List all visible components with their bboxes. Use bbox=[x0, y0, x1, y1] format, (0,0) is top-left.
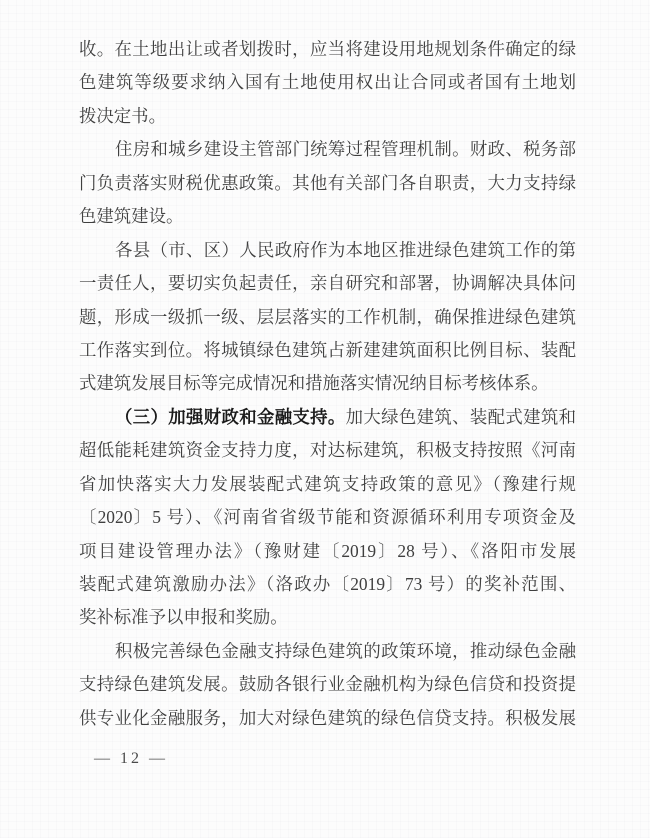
text-line: 各县（市、区）人民政府作为本地区推进绿色建筑工作的第 bbox=[115, 239, 576, 260]
text-line: 省加快落实大力发展装配式建筑支持政策的意见》（豫建行规 bbox=[79, 473, 576, 494]
text-line: 收。在土地出让或者划拨时，应当将建设用地规划条件确定的绿 bbox=[79, 39, 576, 59]
text-line bbox=[79, 401, 576, 434]
text-line: 题，形成一级抓一级、层层落实的工作机制，确保推进绿色建筑 bbox=[79, 306, 576, 327]
text-line: 支持绿色建筑发展。鼓励各银行业金融机构为绿色信贷和投资提 bbox=[79, 674, 576, 695]
text-line: 〔2020〕5 号）、《河南省省级节能和资源循环利用专项资金及 bbox=[79, 507, 576, 528]
text-line: 装配式建筑激励办法》（洛政办〔2019〕73 号）的奖补范围、 bbox=[79, 574, 576, 594]
section-heading-rest: 加大绿色建筑、装配式建筑和 bbox=[345, 406, 576, 427]
text-line: 色建筑等级要求纳入国有土地使用权出让合同或者国有土地划 bbox=[79, 72, 576, 93]
text-line: 色建筑建设。 bbox=[79, 206, 184, 227]
document-text-block bbox=[79, 33, 576, 735]
text-line: 式建筑发展目标等完成情况和措施落实情况纳目标考核体系。 bbox=[79, 373, 549, 394]
text-line: 项目建设管理办法》（豫财建〔2019〕28 号）、《洛阳市发展 bbox=[79, 540, 576, 561]
text-line: 奖补标准予以申报和奖励。 bbox=[79, 607, 288, 628]
section-heading: （三）加强财政和金融支持。 bbox=[115, 406, 346, 427]
text-line: 积极完善绿色金融支持绿色建筑的政策环境，推动绿色金融 bbox=[115, 640, 576, 661]
text-line: 超低能耗建筑资金支持力度，对达标建筑，积极支持按照《河南 bbox=[79, 440, 576, 461]
text-line: 工作落实到位。将城镇绿色建筑占新建建筑面积比例目标、装配 bbox=[79, 339, 576, 360]
text-line: 住房和城乡建设主管部门统筹过程管理机制。财政、税务部 bbox=[115, 139, 576, 160]
text-line: 一责任人，要切实负起责任，亲自研究和部署，协调解决具体问 bbox=[79, 273, 576, 294]
text-line: 门负责落实财税优惠政策。其他有关部门各自职责，大力支持绿 bbox=[79, 172, 576, 193]
text-line: 拨决定书。 bbox=[79, 105, 166, 126]
page-number: — 12 — bbox=[94, 750, 168, 767]
text-line: 供专业化金融服务，加大对绿色建筑的绿色信贷支持。积极发展 bbox=[79, 707, 576, 728]
